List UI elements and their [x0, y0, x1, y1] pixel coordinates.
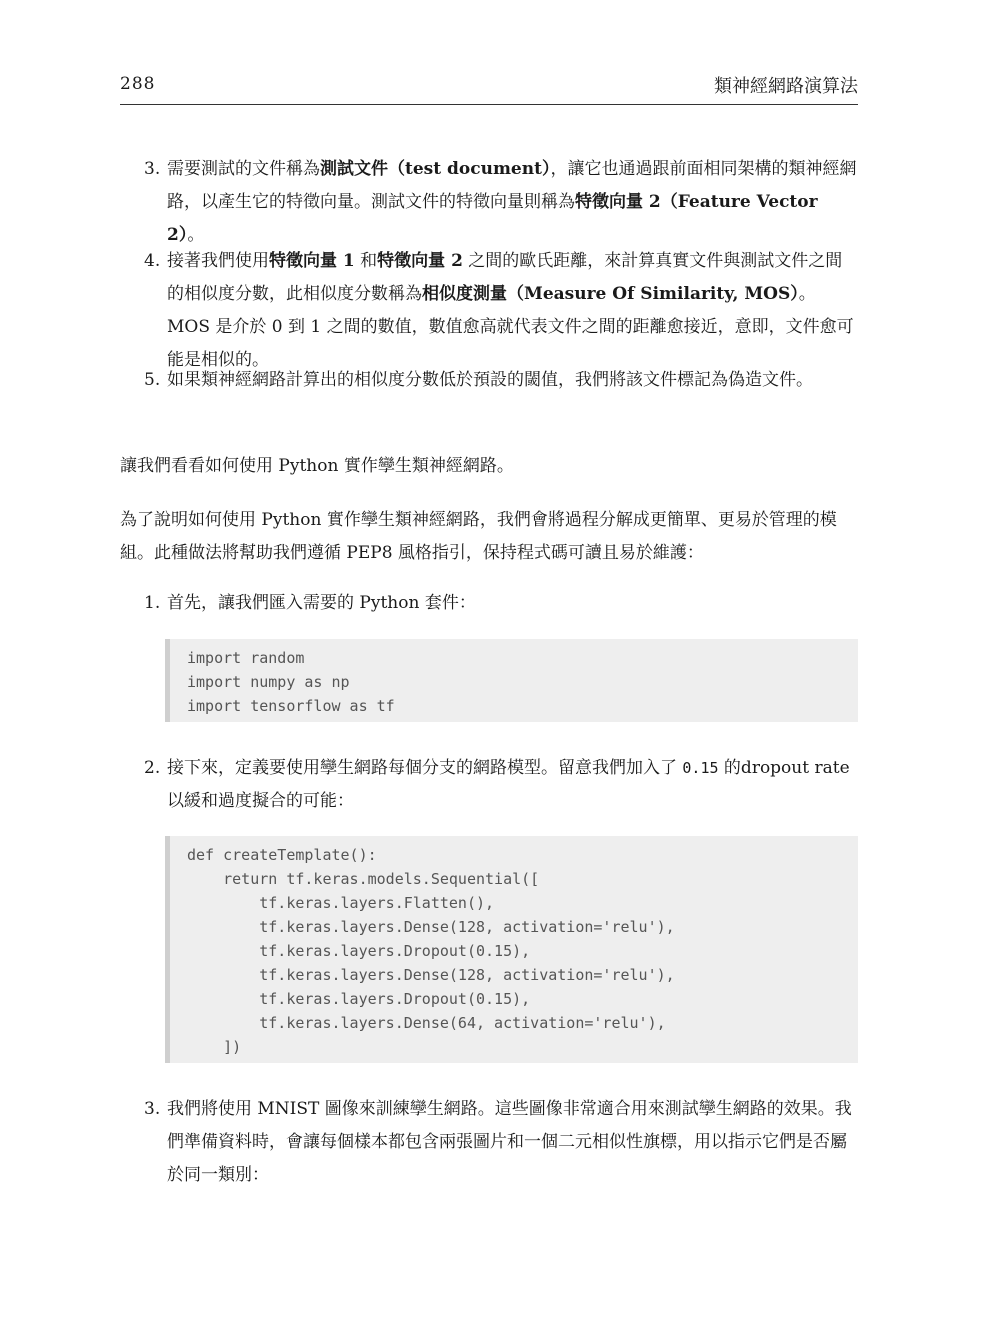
term-feature-vector-1: 特徵向量 1 [269, 251, 355, 271]
list-number: 3. [144, 159, 161, 179]
term-mos: 相似度測量（Measure Of Similarity, MOS） [422, 284, 799, 304]
list-number: 5. [144, 370, 161, 390]
list-number: 3. [144, 1099, 161, 1119]
page-number: 288 [120, 74, 156, 94]
page-header [120, 72, 858, 105]
list-number: 4. [144, 251, 161, 271]
list-item-text: 需要測試的文件稱為測試文件（test document），讓它也通過跟前面相同架構的類神經網路，以產生它的特徵向量。測試文件的特徵向量則稱為特徵向量 2（Feature Vector 2）。 [167, 159, 857, 245]
list-item-text: 首先，讓我們匯入需要的 Python 套件： [167, 593, 476, 613]
list-number: 2. [144, 758, 161, 778]
code-block-create-template [165, 836, 858, 1063]
term-feature-vector-2: 特徵向量 2（Feature Vector 2） [167, 192, 818, 245]
code-block-imports [165, 639, 858, 722]
list-number: 1. [144, 593, 161, 613]
inline-code: 0.15 [682, 759, 719, 777]
list-item-text: 我們將使用 MNIST 圖像來訓練孿生網路。這些圖像非常適合用來測試孿生網路的效果。我們準備資料時，會讓每個樣本都包含兩張圖片和一個二元相似性旗標，用以指示它們是否屬於同一類別： [167, 1099, 852, 1185]
list-item-text: 接著我們使用特徵向量 1 和特徵向量 2 之間的歐氏距離，來計算真實文件與測試文件之間的相似度分數，此相似度分數稱為相似度測量（Measure Of Similarity, MOS）。MOS 是介於 0 到 1 之間的數值，數值愈高就代表文件之間的距離愈接近，意即，文件愈可能是相似的。 [167, 251, 854, 370]
paragraph-intro: 讓我們看看如何使用 Python 實作孿生類神經網路。 [120, 456, 514, 476]
term-test-document: 測試文件（test document） [320, 159, 551, 179]
running-title: 類神經網路演算法 [714, 76, 858, 97]
list-item-text: 如果類神經網路計算出的相似度分數低於預設的閾值，我們將該文件標記為偽造文件。 [167, 370, 813, 390]
paragraph-modules: 為了說明如何使用 Python 實作孿生類神經網路，我們會將過程分解成更簡單、更易於管理的模組。此種做法將幫助我們遵循 PEP8 風格指引，保持程式碼可讀且易於維護： [120, 510, 837, 563]
code-text: import random import numpy as np import tensorflow as tf [187, 649, 395, 715]
code-text: def createTemplate(): return tf.keras.models.Sequential([ tf.keras.layers.Flatten(), tf.keras.layers.Dense(128, activation='relu'), tf.keras.layers.Dropout(0.15), tf.keras.layers.Dense(128, activation='relu'), tf.keras.layers.Dropout(0.15), tf.keras.layers.Dense(64, activation='relu'), ]) [187, 846, 675, 1056]
term-feature-vector-2: 特徵向量 2 [377, 251, 463, 271]
list-item-text: 接下來，定義要使用孿生網路每個分支的網路模型。留意我們加入了 0.15 的dropout rate 以緩和過度擬合的可能： [167, 758, 850, 811]
